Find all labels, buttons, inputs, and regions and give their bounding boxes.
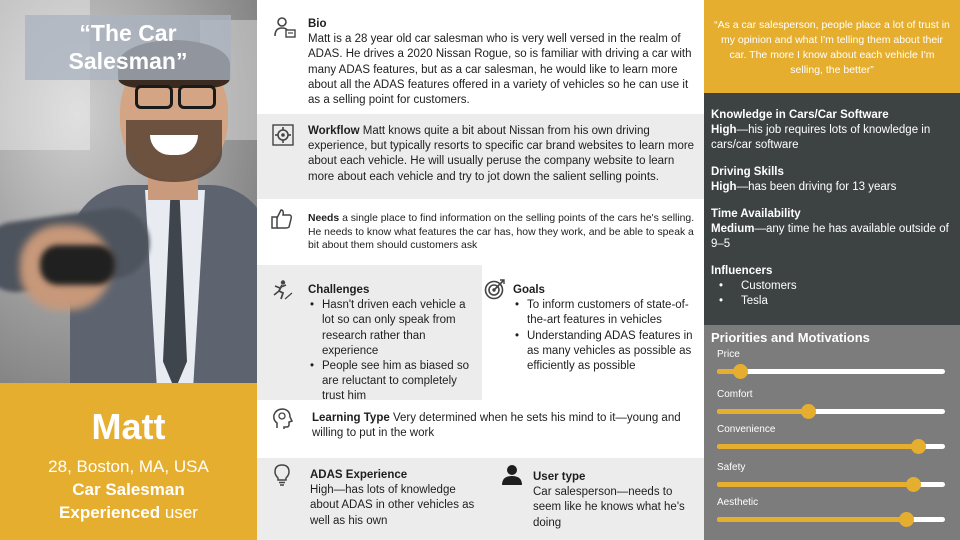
priority-label: Aesthetic (717, 497, 759, 508)
goal-item: • Understanding ADAS features in as many vehicles as possible as efficiently as possible (513, 329, 693, 375)
knowledge-title: Knowledge in Cars/Car Software (711, 109, 889, 121)
workflow-section (257, 114, 704, 199)
goal-item: • To inform customers of state-of-the-art features in vehicles (513, 298, 693, 328)
challenge-item: • People see him as biased so are reluctant to completely trust him (308, 359, 478, 405)
priority-slider-knob (733, 364, 748, 379)
needs-section (257, 199, 704, 265)
user-silhouette-icon (501, 464, 523, 486)
time-title: Time Availability (711, 208, 801, 220)
priority-convenience (717, 424, 947, 449)
priority-comfort (717, 389, 947, 414)
influencer-item: • Customers (711, 279, 960, 294)
priority-aesthetic (717, 497, 947, 522)
priorities-panel (704, 325, 960, 540)
bio-title: Bio (308, 18, 327, 30)
learning-type-section (257, 400, 704, 456)
persona-role: Car Salesman (72, 480, 185, 499)
priority-slider-track (717, 444, 945, 449)
influencers-attribute (711, 264, 960, 309)
influencer-item: • Tesla (711, 294, 960, 309)
priority-slider-knob (911, 439, 926, 454)
thumbs-up-icon (271, 208, 293, 230)
persona-right-column (704, 0, 960, 540)
persona-name: Matt (91, 406, 166, 447)
persona-details: 28, Boston, MA, USA (48, 457, 209, 476)
challenges-title: Challenges (308, 284, 370, 296)
adas-experience-text: High—has lots of knowledge about ADAS in other vehicles as well as his own (310, 484, 475, 527)
head-brain-icon (271, 408, 293, 430)
car-key-shape (40, 245, 115, 285)
priority-slider-fill (717, 482, 913, 487)
learning-type-text: Very determined when he sets his mind to it—young and willing to put in the work (312, 412, 681, 440)
adas-experience-content (310, 468, 475, 529)
challenges-list (308, 298, 478, 404)
needs-text: a single place to find information on the selling points of the cars he's selling. He needs to know what features the car has, how they work, and be able to speak a bit about them should customers ask (308, 213, 695, 252)
bio-text: Matt is a 28 year old car salesman who is very well versed in the realm of ADAS. He drives a 2020 Nissan Rogue, so is familiar with driving a car with many ADAS features, but as a car salesman, he would like to learn more about all the ADAS features offered in a variety of vehicles so he can use it as a selling point for customers. (308, 33, 692, 107)
influencers-list (711, 279, 960, 309)
user-type-content (533, 470, 693, 531)
priority-slider-knob (801, 404, 816, 419)
priority-slider-fill (717, 409, 808, 414)
knowledge-attribute (711, 108, 960, 153)
learning-type-title: Learning Type (312, 412, 390, 424)
persona-middle-column (257, 0, 704, 540)
workflow-gear-icon (272, 124, 294, 146)
priority-slider-track (717, 369, 945, 374)
priority-safety (717, 462, 947, 487)
experience-suffix: user (160, 503, 198, 522)
target-icon (484, 278, 506, 300)
priority-slider-track (717, 517, 945, 522)
driving-value: High—has been driving for 13 years (711, 181, 897, 193)
lightbulb-icon (271, 464, 293, 486)
bio-content (308, 17, 698, 108)
adas-experience-section (257, 458, 704, 540)
influencers-title: Influencers (711, 265, 773, 277)
challenges-section (257, 265, 482, 403)
glasses-left-lens (135, 85, 173, 109)
driving-attribute (711, 165, 960, 195)
knowledge-value: High—his job requires lots of knowledge in cars/car software (711, 124, 931, 151)
experience-level: Experienced (59, 503, 161, 522)
workflow-content (308, 124, 698, 185)
priority-label: Price (717, 349, 740, 360)
goals-content (513, 283, 693, 374)
goals-list (513, 298, 693, 374)
attributes-panel (704, 93, 960, 325)
needs-title: Needs (308, 213, 340, 224)
priority-slider-fill (717, 517, 906, 522)
persona-name-panel (0, 383, 257, 540)
driving-title: Driving Skills (711, 166, 784, 178)
workflow-text: Matt knows quite a bit about Nissan from his own driving experience, but typically resorts to specific car brand websites to learn more about each vehicle. He will usually peruse the company website to learn more about each vehicle and try to jot down the salient selling points. (308, 125, 695, 183)
goals-title: Goals (513, 284, 545, 296)
user-type-text: Car salesperson—needs to seem like he knows what he's doing (533, 486, 685, 529)
time-value: Medium—any time he has available outside of 9–5 (711, 223, 949, 250)
needs-content (308, 212, 698, 253)
priority-price (717, 349, 947, 374)
challenge-item: • Hasn't driven each vehicle a lot so can only speak from research rather than experience (308, 298, 478, 359)
priority-slider-knob (906, 477, 921, 492)
challenges-content (308, 283, 478, 405)
persona-nickname: “The Car Salesman” (25, 15, 231, 80)
time-attribute (711, 207, 960, 252)
priority-slider-track (717, 482, 945, 487)
priority-slider-knob (899, 512, 914, 527)
persona-left-column (0, 0, 257, 540)
learning-type-content (312, 411, 697, 441)
persona-experience (0, 501, 257, 524)
bio-section (257, 0, 704, 112)
priority-slider-track (717, 409, 945, 414)
persona-quote: “As a car salesperson, people place a lot of trust in my opinion and what I'm telling them about their car. The more I know about each vehicle I'm selling, the better” (704, 0, 960, 93)
goals-section (482, 265, 704, 400)
priority-label: Convenience (717, 424, 776, 435)
user-type-title: User type (533, 471, 586, 483)
workflow-title: Workflow (308, 125, 360, 137)
adas-experience-title: ADAS Experience (310, 469, 408, 481)
climbing-icon (271, 279, 293, 301)
priority-label: Safety (717, 462, 746, 473)
priority-slider-fill (717, 444, 918, 449)
priority-label: Comfort (717, 389, 753, 400)
priorities-title: Priorities and Motivations (711, 330, 870, 345)
person-badge-icon (274, 16, 296, 38)
glasses-right-lens (178, 85, 216, 109)
